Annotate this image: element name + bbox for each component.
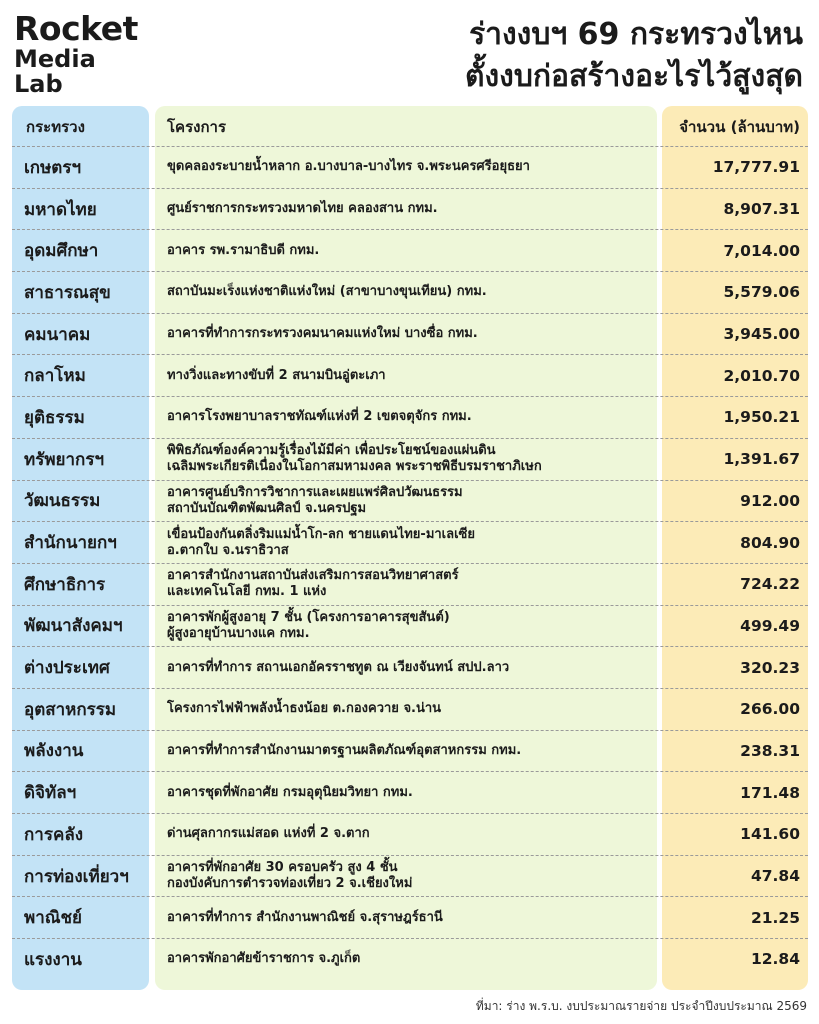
table-body: [12, 146, 808, 980]
table-row: [12, 813, 808, 855]
project-line: อาคารสำนักงานสถาบันส่งเสริมการสอนวิทยาศาสตร์: [167, 568, 459, 584]
logo-line-3: Lab: [14, 70, 63, 98]
ministry-cell: อุดมศึกษา: [24, 241, 99, 262]
project-line: อาคารที่ทำการสำนักงานมาตรฐานผลิตภัณฑ์อุตสาหกรรม กทม.: [167, 742, 522, 758]
ministry-cell: ทรัพยากรฯ: [24, 449, 105, 470]
project-line: อาคารที่พักอาศัย 30 ครอบครัว สูง 4 ชั้น: [167, 860, 398, 876]
amount-cell: 47.84: [750, 867, 800, 886]
project-cell: [167, 564, 651, 605]
amount-cell: 1,950.21: [723, 408, 800, 427]
ministry-cell: มหาดไทย: [24, 199, 97, 220]
ministry-cell: ศึกษาธิการ: [24, 574, 106, 595]
header-project: โครงการ: [167, 118, 227, 136]
project-line: กองบังคับการตำรวจท่องเที่ยว 2 จ.เชียงใหม่: [167, 876, 413, 892]
project-cell: [167, 522, 651, 563]
project-cell: [167, 606, 651, 647]
ministry-cell: พลังงาน: [24, 741, 84, 762]
amount-cell: 320.23: [740, 658, 800, 677]
amount-cell: 804.90: [740, 533, 800, 552]
project-line: ศูนย์ราชการกระทรวงมหาดไทย คลองสาน กทม.: [167, 201, 438, 217]
ministry-cell: การท่องเที่ยวฯ: [24, 866, 129, 887]
amount-cell: 499.49: [740, 616, 800, 635]
project-line: อาคารพักผู้สูงอายุ 7 ชั้น (โครงการอาคารสุขสันต์): [167, 609, 450, 625]
ministry-cell: วัฒนธรรม: [24, 491, 101, 512]
project-line: อาคารโรงพยาบาลราชทัณฑ์แห่งที่ 2 เขตจตุจักร กทม.: [167, 409, 472, 425]
table-row: [12, 229, 808, 271]
table-header: [12, 106, 808, 144]
table-row: [12, 146, 808, 188]
table-row: [12, 563, 808, 605]
project-line: อาคารที่ทำการ สำนักงานพาณิชย์ จ.สุราษฎร์ธานี: [167, 909, 443, 925]
ministry-cell: สาธารณสุข: [24, 282, 111, 303]
page-title: [465, 14, 803, 98]
amount-cell: 912.00: [740, 491, 800, 510]
table-row: [12, 896, 808, 938]
amount-cell: 266.00: [740, 700, 800, 719]
ministry-cell: ยุติธรรม: [24, 407, 85, 428]
header-ministry: กระทรวง: [26, 118, 85, 136]
project-cell: [167, 230, 651, 271]
amount-cell: 238.31: [740, 741, 800, 760]
project-line: อาคารศูนย์บริการวิชาการและเผยแพร่ศิลปวัฒนธรรม: [167, 484, 463, 500]
project-line: โครงการไฟฟ้าพลังน้ำธงน้อย ต.กองควาย จ.น่าน: [167, 701, 442, 717]
amount-cell: 171.48: [740, 783, 800, 802]
ministry-cell: พัฒนาสังคมฯ: [24, 616, 123, 637]
logo-line-2: Media: [14, 45, 96, 73]
project-line: และเทคโนโลยี กทม. 1 แห่ง: [167, 584, 327, 600]
project-line: สถาบันมะเร็งแห่งชาติแห่งใหม่ (สาขาบางขุนเทียน) กทม.: [167, 284, 487, 300]
project-line: ขุดคลองระบายน้ำหลาก อ.บางบาล-บางไทร จ.พระนครศรีอยุธยา: [167, 159, 530, 175]
ministry-cell: แรงงาน: [24, 949, 82, 970]
ministry-cell: อุตสาหกรรม: [24, 699, 117, 720]
amount-cell: 141.60: [740, 825, 800, 844]
amount-cell: 7,014.00: [723, 241, 800, 260]
amount-cell: 21.25: [750, 908, 800, 927]
ministry-cell: การคลัง: [24, 824, 84, 845]
table-row: [12, 354, 808, 396]
table-row: [12, 521, 808, 563]
logo-line-1: Rocket: [14, 9, 138, 48]
source-note: ที่มา: ร่าง พ.ร.บ. งบประมาณรายจ่าย ประจำปีงบประมาณ 2569: [475, 999, 807, 1013]
ministry-cell: ดิจิทัลฯ: [24, 783, 77, 804]
project-cell: [167, 814, 651, 855]
project-cell: [167, 189, 651, 230]
ministry-cell: กลาโหม: [24, 366, 86, 387]
table-row: [12, 396, 808, 438]
title-line-2: ตั้งงบก่อสร้างอะไรไว้สูงสุด: [465, 59, 803, 94]
table-row: [12, 313, 808, 355]
project-line: เขื่อนป้องกันตลิ่งริมแม่น้ำโก-ลก ชายแดนไทย-มาเลเซีย: [167, 526, 475, 542]
amount-cell: 724.22: [740, 575, 800, 594]
table-row: [12, 605, 808, 647]
project-cell: [167, 481, 651, 522]
amount-cell: 8,907.31: [723, 200, 800, 219]
budget-table: [12, 106, 808, 990]
project-cell: [167, 314, 651, 355]
table-row: [12, 188, 808, 230]
ministry-cell: คมนาคม: [24, 324, 91, 345]
project-cell: [167, 939, 651, 980]
ministry-cell: พาณิชย์: [24, 908, 83, 929]
amount-cell: 2,010.70: [723, 366, 800, 385]
ministry-cell: ต่างประเทศ: [24, 658, 110, 679]
project-cell: [167, 897, 651, 938]
ministry-cell: เกษตรฯ: [24, 157, 82, 178]
project-line: ด่านศุลกากรแม่สอด แห่งที่ 2 จ.ตาก: [167, 826, 370, 842]
header-amount: จำนวน (ล้านบาท): [679, 118, 800, 136]
ministry-cell: สำนักนายกฯ: [24, 533, 117, 554]
table-row: [12, 688, 808, 730]
project-line: ผู้สูงอายุบ้านบางแค กทม.: [167, 625, 310, 641]
project-line: อาคาร รพ.รามาธิบดี กทม.: [167, 242, 320, 258]
project-line: พิพิธภัณฑ์องค์ความรู้เรื่องไม้มีค่า เพื่อประโยชน์ของแผ่นดิน: [167, 443, 496, 459]
title-line-1: ร่างงบฯ 69 กระทรวงไหน: [469, 17, 803, 52]
project-cell: [167, 355, 651, 396]
project-cell: [167, 439, 651, 480]
project-cell: [167, 689, 651, 730]
project-cell: [167, 731, 651, 772]
project-cell: [167, 856, 651, 897]
project-cell: [167, 772, 651, 813]
project-line: อาคารที่ทำการ สถานเอกอัครราชทูต ณ เวียงจันทน์ สปป.ลาว: [167, 659, 510, 675]
amount-cell: 12.84: [750, 950, 800, 969]
table-row: [12, 480, 808, 522]
table-row: [12, 938, 808, 980]
amount-cell: 17,777.91: [712, 158, 800, 177]
table-row: [12, 730, 808, 772]
project-line: ทางวิ่งและทางขับที่ 2 สนามบินอู่ตะเภา: [167, 367, 386, 383]
project-line: อาคารชุดที่พักอาศัย กรมอุตุนิยมวิทยา กทม.: [167, 784, 413, 800]
table-row: [12, 438, 808, 480]
table-row: [12, 771, 808, 813]
project-cell: [167, 147, 651, 188]
project-cell: [167, 272, 651, 313]
rocket-media-lab-logo: [14, 9, 138, 98]
table-row: [12, 646, 808, 688]
amount-cell: 3,945.00: [723, 325, 800, 344]
project-line: สถาบันบัณฑิตพัฒนศิลป์ จ.นครปฐม: [167, 500, 367, 516]
project-line: เฉลิมพระเกียรติเนื่องในโอกาสมหามงคล พระราชพิธีบรมราชาภิเษก: [167, 459, 542, 475]
project-cell: [167, 397, 651, 438]
table-row: [12, 855, 808, 897]
project-cell: [167, 647, 651, 688]
table-row: [12, 271, 808, 313]
project-line: อาคารที่ทำการกระทรวงคมนาคมแห่งใหม่ บางซื่อ กทม.: [167, 326, 478, 342]
project-line: อ.ตากใบ จ.นราธิวาส: [167, 542, 289, 558]
amount-cell: 1,391.67: [723, 450, 800, 469]
amount-cell: 5,579.06: [723, 283, 800, 302]
project-line: อาคารพักอาศัยข้าราชการ จ.ภูเก็ต: [167, 951, 361, 967]
